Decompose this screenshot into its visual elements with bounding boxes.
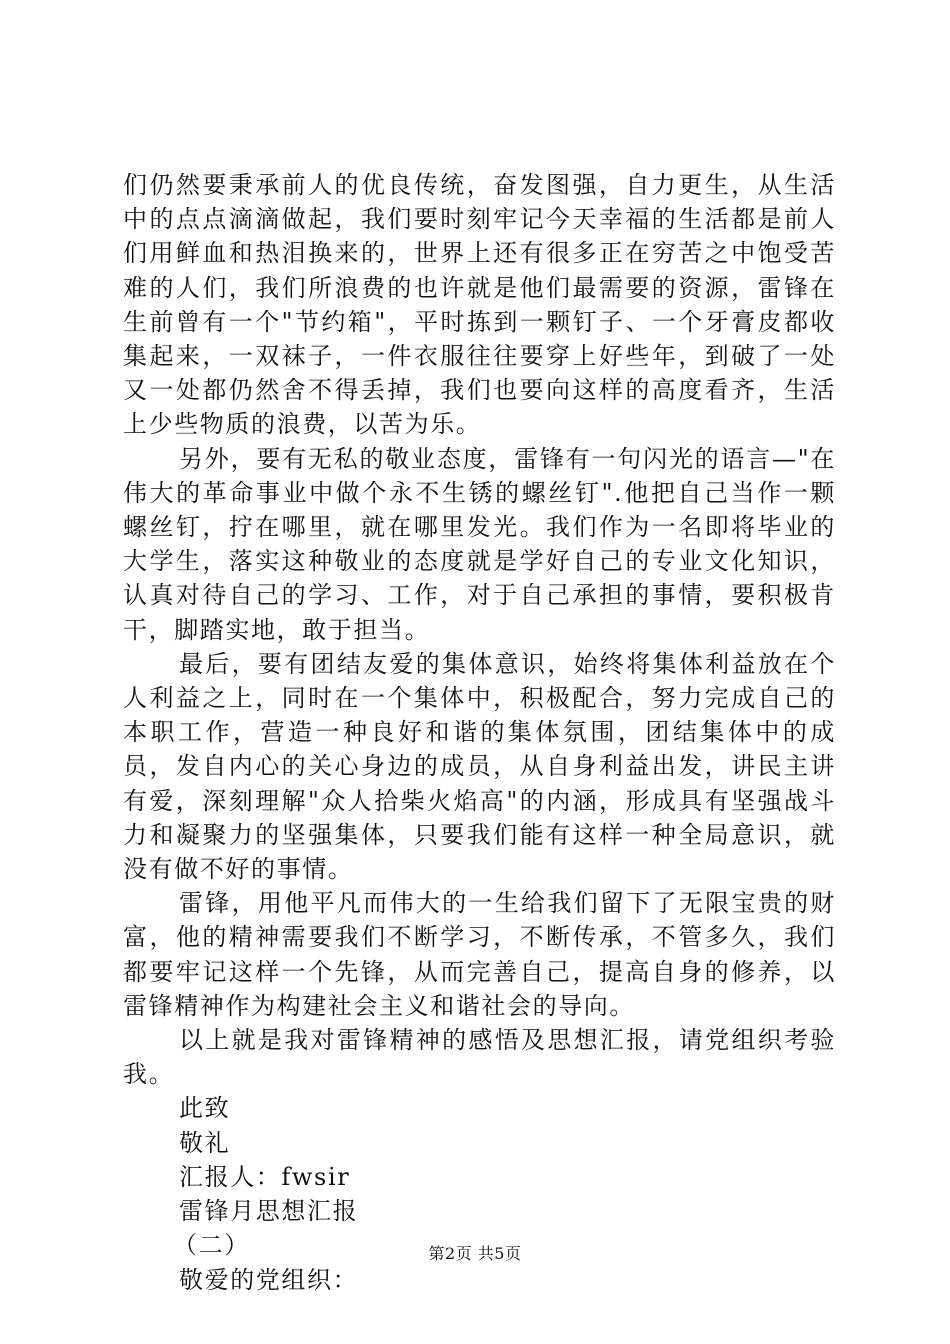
paragraph-collective: 最后，要有团结友爱的集体意识，始终将集体利益放在个人利益之上，同时在一个集体中，积极配合，努力完成自己的本职工作，营造一种良好和谐的集体氛围，团结集体中的成员，发自内心的关心身边的成员，从自身利益出发，讲民主讲有爱，深刻理解"众人拾柴火焰高"的内涵，形成具有坚强战斗力和凝聚力的坚强集体，只要我们能有这样一种全局意识，就没有做不好的事情。 [123,649,836,884]
document-body [123,168,836,1297]
closing-line: 此致 [179,1094,231,1123]
paragraph-conclusion: 以上就是我对雷锋精神的感悟及思想汇报，请党组织考验我。 [123,1026,836,1089]
next-report-title: 雷锋月思想汇报 [179,1197,359,1226]
page-number-footer: 第2页 共5页 [428,1244,522,1263]
paragraph-legacy: 雷锋，用他平凡而伟大的一生给我们留下了无限宝贵的财富，他的精神需要我们不断学习，不断传承，不管多久，我们都要牢记这样一个先锋，从而完善自己，提高自身的修养，以雷锋精神作为构建社会主义和谐社会的导向。 [123,889,836,1020]
greeting-line: 敬爱的党组织： [179,1265,359,1294]
salute-line: 敬礼 [179,1128,231,1157]
reporter-line: 汇报人：fwsir [179,1162,351,1191]
paragraph-continuation: 们仍然要秉承前人的优良传统，奋发图强，自力更生，从生活中的点点滴滴做起，我们要时刻牢记今天幸福的生活都是前人们用鲜血和热泪换来的，世界上还有很多正在穷苦之中饱受苦难的人们，我们所浪费的也许就是他们最需要的资源，雷锋在生前曾有一个"节约箱"，平时拣到一颗钉子、一个牙膏皮都收集起来，一双袜子，一件衣服往往要穿上好些年，到破了一处又一处都仍然舍不得丢掉，我们也要向这样的高度看齐，生活上少些物质的浪费，以苦为乐。 [123,171,836,439]
paragraph-dedication: 另外，要有无私的敬业态度，雷锋有一句闪光的语言—"在伟大的革命事业中做个永不生锈的螺丝钉".他把自己当作一颗螺丝钉，拧在哪里，就在哪里发光。我们作为一名即将毕业的大学生，落实这种敬业的态度就是学好自己的专业文化知识，认真对待自己的学习、工作，对于自己承担的事情，要积极肯干，脚踏实地，敢于担当。 [123,444,836,644]
next-report-part: （二） [173,1231,250,1260]
